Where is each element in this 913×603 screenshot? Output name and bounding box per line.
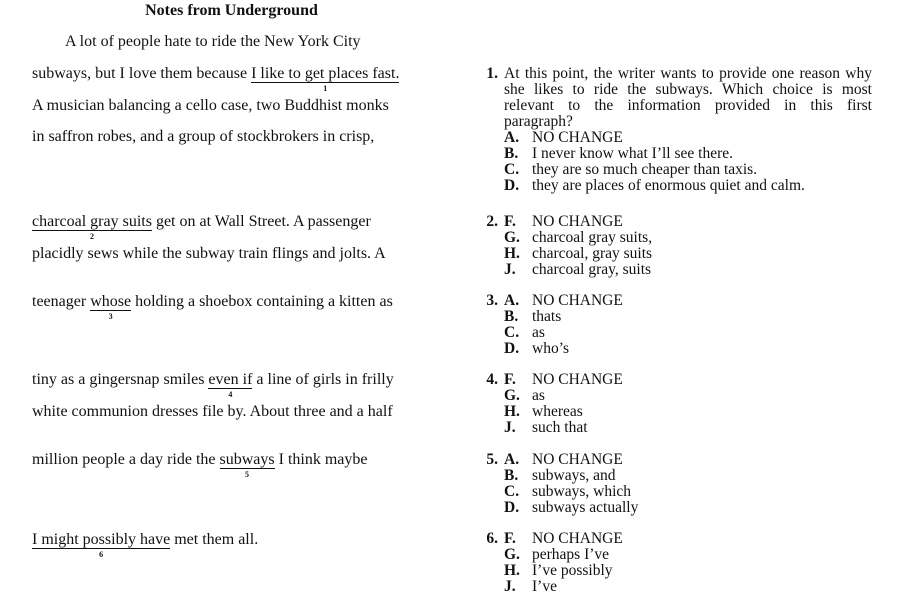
option-text: NO CHANGE (532, 530, 623, 547)
answer-option[interactable] (470, 468, 638, 484)
answer-option[interactable] (470, 372, 623, 388)
option-letter: C. (504, 161, 520, 178)
question-number: 6. (486, 530, 498, 547)
passage-line (32, 128, 374, 146)
option-letter: G. (504, 387, 520, 404)
answer-option[interactable] (470, 293, 623, 309)
option-text: subways, which (532, 483, 632, 500)
answer-option[interactable] (470, 484, 638, 500)
question-4 (470, 372, 623, 436)
question-5 (470, 452, 638, 516)
option-text: NO CHANGE (532, 129, 623, 146)
underlined-text: charcoal gray suits (32, 213, 152, 230)
question-number: 2. (486, 213, 498, 230)
option-letter: C. (504, 483, 520, 500)
answer-option[interactable] (470, 420, 623, 436)
underlined-phrase-2 (32, 213, 152, 241)
passage-text: tiny as a gingersnap smiles (32, 371, 209, 388)
question-reference-number: 6 (99, 550, 104, 559)
question-reference-number: 2 (89, 232, 94, 241)
option-letter: B. (504, 467, 519, 484)
option-letter: F. (504, 530, 516, 547)
option-letter: J. (504, 578, 516, 595)
underlined-text: I might possibly have (32, 531, 171, 548)
question-number: 3. (486, 292, 498, 309)
underlined-phrase-5 (219, 451, 275, 479)
question-number: 4. (486, 371, 498, 388)
option-letter: F. (504, 371, 516, 388)
spacer (470, 341, 504, 357)
question-reference-number: 3 (108, 312, 113, 321)
answer-option[interactable] (470, 547, 623, 563)
option-letter: H. (504, 562, 520, 579)
question-prompt: At this point, the writer wants to provide one reason why she likes to ride the subways. Which choice is most relevant to the information provided in this first paragraph? (504, 65, 872, 130)
option-letter: A. (504, 129, 520, 146)
spacer (470, 468, 504, 484)
option-letter: D. (504, 177, 520, 194)
passage-line (32, 213, 371, 241)
option-letter: J. (504, 261, 516, 278)
underlined-phrase-1 (251, 65, 400, 93)
option-text: whereas (532, 403, 583, 420)
spacer (470, 547, 504, 563)
option-letter: A. (504, 292, 520, 309)
question-reference-number: 5 (245, 470, 250, 479)
underlined-text: subways (219, 451, 275, 468)
answer-option[interactable] (470, 309, 623, 325)
option-letter: G. (504, 546, 520, 563)
spacer (470, 178, 504, 194)
spacer (470, 579, 504, 595)
passage-text: a line of girls in frilly (252, 371, 394, 388)
question-1 (470, 66, 872, 194)
page-title: Notes from Underground (145, 2, 318, 19)
option-letter: H. (504, 403, 520, 420)
option-text: who’s (532, 340, 570, 357)
answer-option[interactable] (470, 404, 623, 420)
answer-option[interactable] (470, 146, 872, 162)
spacer (470, 500, 504, 516)
passage-text: teenager (32, 293, 91, 310)
spacer (470, 388, 504, 404)
option-text: I’ve possibly (532, 562, 613, 579)
option-text: NO CHANGE (532, 213, 623, 230)
spacer (470, 246, 504, 262)
spacer (470, 325, 504, 341)
passage-text: holding a shoebox containing a kitten as (131, 293, 393, 310)
answer-option[interactable] (470, 214, 652, 230)
passage-line (32, 245, 386, 263)
answer-option[interactable] (470, 130, 872, 146)
passage-text: subways, but I love them because (32, 65, 252, 82)
option-letter: J. (504, 419, 516, 436)
question-number: 5. (486, 451, 498, 468)
option-letter: F. (504, 213, 516, 230)
spacer (470, 484, 504, 500)
passage-text: met them all. (170, 531, 259, 548)
question-2 (470, 214, 652, 278)
option-letter: D. (504, 340, 520, 357)
passage-line (65, 33, 361, 51)
option-text: as (532, 387, 545, 404)
option-text: charcoal, gray suits (532, 245, 653, 262)
option-text: subways actually (532, 499, 639, 516)
passage-line (32, 97, 389, 115)
answer-option[interactable] (470, 500, 638, 516)
option-text: NO CHANGE (532, 292, 623, 309)
passage-line (32, 293, 393, 321)
answer-option[interactable] (470, 388, 623, 404)
passage-line (32, 403, 393, 421)
passage-line (32, 65, 400, 93)
underlined-phrase-3 (90, 293, 132, 321)
option-text: I never know what I’ll see there. (532, 145, 733, 162)
question-3 (470, 293, 623, 357)
option-text: charcoal gray, suits (532, 261, 652, 278)
answer-option[interactable] (470, 246, 652, 262)
answer-option[interactable] (470, 452, 638, 468)
spacer (470, 230, 504, 246)
passage-text: A musician balancing a cello case, two Buddhist monks (32, 97, 389, 114)
option-text: thats (532, 308, 562, 325)
spacer (470, 146, 504, 162)
spacer (470, 420, 504, 436)
underlined-text: even if (208, 371, 253, 388)
passage-text: million people a day ride the (32, 451, 220, 468)
option-text: charcoal gray suits, (532, 229, 653, 246)
question-6 (470, 531, 623, 595)
spacer (470, 262, 504, 278)
passage-text: in saffron robes, and a group of stockbrokers in crisp, (32, 128, 375, 145)
underlined-text: whose (90, 293, 132, 310)
passage-text: A lot of people hate to ride the New York City (65, 33, 361, 50)
question-number: 1. (486, 65, 498, 82)
option-letter: H. (504, 245, 520, 262)
spacer (470, 563, 504, 579)
answer-option[interactable] (470, 531, 623, 547)
answer-option[interactable] (470, 178, 872, 194)
question-reference-number: 4 (228, 390, 233, 399)
option-text: NO CHANGE (532, 451, 623, 468)
answer-option[interactable] (470, 262, 652, 278)
answer-option[interactable] (470, 563, 623, 579)
question-reference-number: 1 (323, 84, 328, 93)
passage-text: get on at Wall Street. A passenger (151, 213, 371, 230)
option-text: I’ve (532, 578, 557, 595)
option-text: perhaps I’ve (532, 546, 610, 563)
answer-option[interactable] (470, 579, 623, 595)
option-letter: C. (504, 324, 520, 341)
spacer (470, 130, 504, 146)
spacer (470, 404, 504, 420)
spacer (470, 309, 504, 325)
answer-option[interactable] (470, 162, 872, 178)
underlined-text: I like to get places fast. (251, 65, 400, 82)
option-text: they are places of enormous quiet and calm. (532, 177, 805, 194)
passage-line (32, 531, 259, 559)
option-letter: G. (504, 229, 520, 246)
option-letter: B. (504, 145, 519, 162)
answer-option[interactable] (470, 341, 623, 357)
option-text: subways, and (532, 467, 616, 484)
option-letter: A. (504, 451, 520, 468)
passage-line (32, 451, 368, 479)
passage-text: I think maybe (274, 451, 368, 468)
option-letter: B. (504, 308, 519, 325)
answer-option[interactable] (470, 230, 652, 246)
passage-line (32, 371, 394, 399)
option-text: as (532, 324, 545, 341)
passage-text: placidly sews while the subway train flings and jolts. A (32, 245, 386, 262)
option-letter: D. (504, 499, 520, 516)
passage-text: white communion dresses file by. About three and a half (32, 403, 393, 420)
answer-option[interactable] (470, 325, 623, 341)
option-text: such that (532, 419, 588, 436)
spacer (470, 162, 504, 178)
option-text: they are so much cheaper than taxis. (532, 161, 758, 178)
option-text: NO CHANGE (532, 371, 623, 388)
underlined-phrase-4 (208, 371, 253, 399)
underlined-phrase-6 (32, 531, 171, 559)
